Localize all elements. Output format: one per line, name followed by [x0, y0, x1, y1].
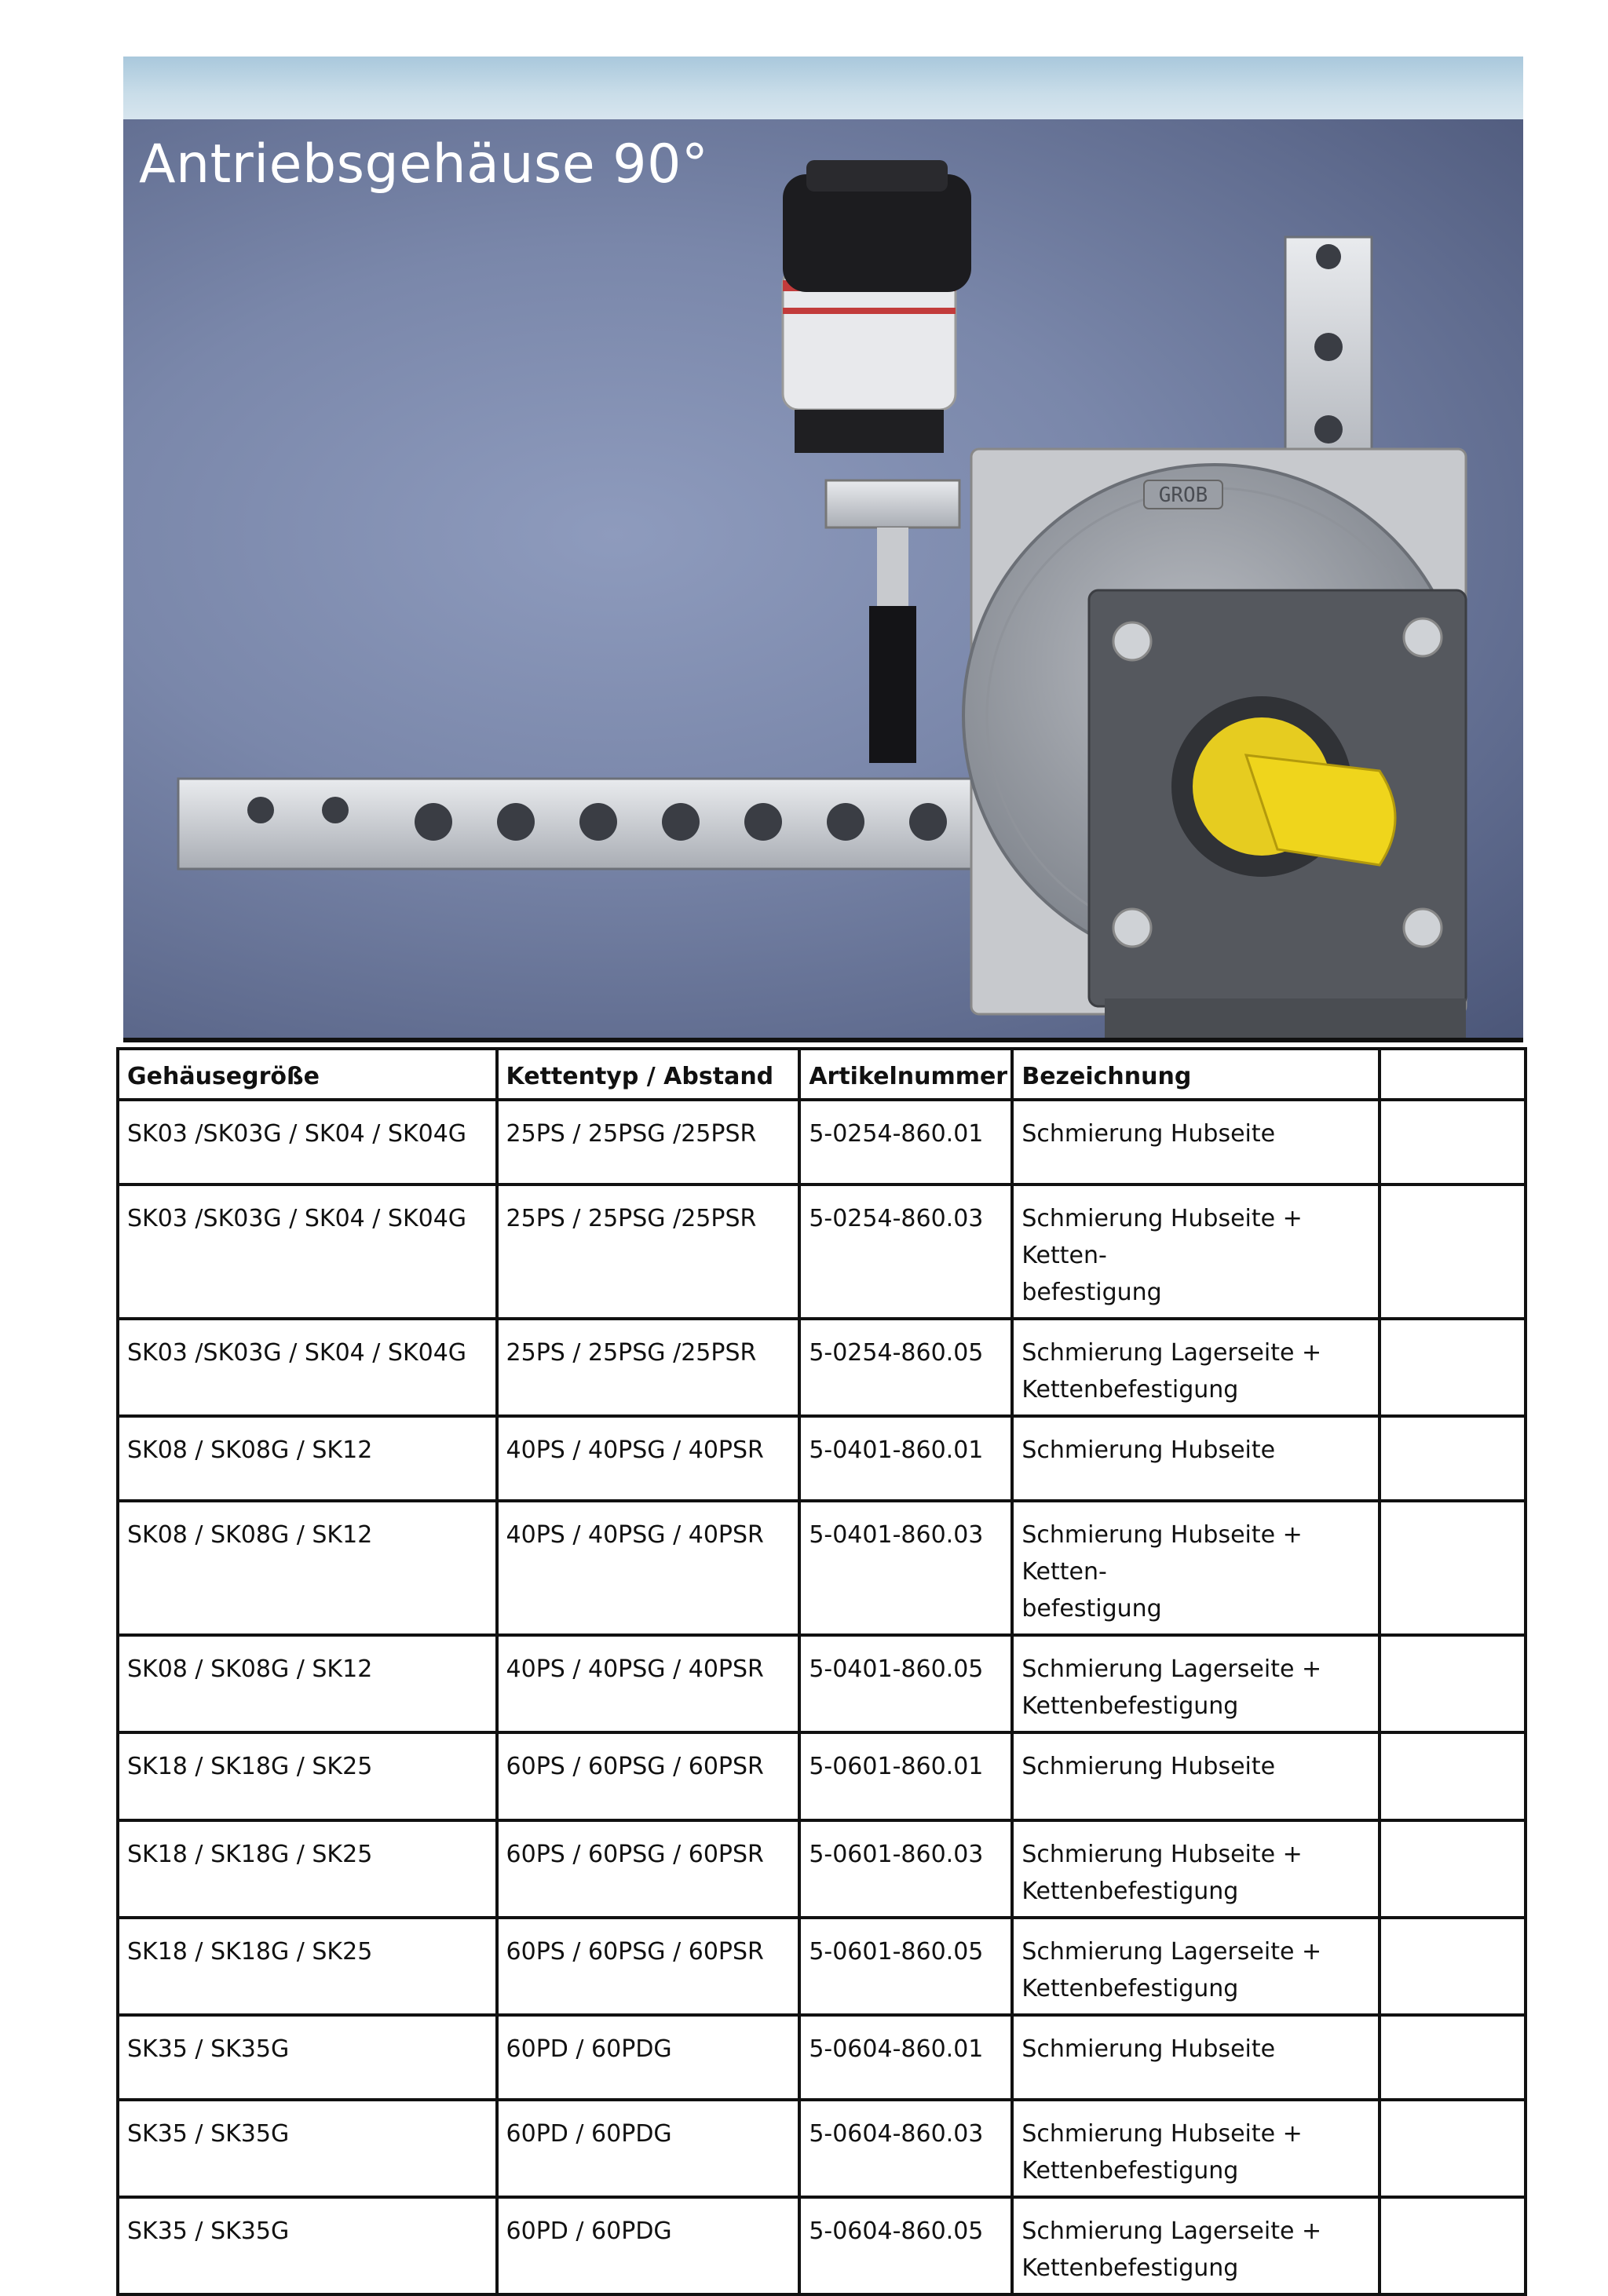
description-line: Schmierung Lagerseite +	[1021, 1339, 1322, 1367]
housing-size-cell: SK08 / SK08G / SK12	[118, 1635, 497, 1732]
housing-size-cell: SK08 / SK08G / SK12	[118, 1416, 497, 1501]
article-number-cell: 5-0254-860.03	[799, 1185, 1012, 1319]
table-row	[118, 1918, 1526, 2015]
description-cell	[1012, 1635, 1380, 1732]
description-cell	[1012, 1100, 1380, 1185]
description-cell	[1012, 1501, 1380, 1635]
empty-cell	[1380, 1100, 1526, 1185]
description-cell	[1012, 1185, 1380, 1319]
product-photo	[123, 119, 1523, 1042]
description-line: Schmierung Hubseite + Ketten-	[1021, 1521, 1303, 1586]
description-line: Schmierung Lagerseite +	[1021, 1938, 1322, 1966]
description-line: Schmierung Hubseite +	[1021, 1841, 1303, 1868]
chain-type-cell: 25PS / 25PSG /25PSR	[497, 1319, 800, 1416]
description-cell	[1012, 1319, 1380, 1416]
article-number-cell: 5-0254-860.05	[799, 1319, 1012, 1416]
chain-type-cell: 40PS / 40PSG / 40PSR	[497, 1416, 800, 1501]
table-row	[118, 1319, 1526, 1416]
article-number-cell: 5-0604-860.01	[799, 2015, 1012, 2100]
table-row	[118, 2015, 1526, 2100]
header-chain-type: Kettentyp / Abstand	[497, 1049, 800, 1100]
table-row	[118, 1501, 1526, 1635]
empty-cell	[1380, 1319, 1526, 1416]
empty-cell	[1380, 1918, 1526, 2015]
description-line: Schmierung Lagerseite +	[1021, 2218, 1322, 2245]
chain-type-cell: 60PD / 60PDG	[497, 2100, 800, 2197]
housing-size-cell: SK18 / SK18G / SK25	[118, 1918, 497, 2015]
article-number-cell: 5-0401-860.05	[799, 1635, 1012, 1732]
table-row	[118, 1820, 1526, 1918]
housing-size-cell: SK18 / SK18G / SK25	[118, 1820, 497, 1918]
housing-size-cell: SK18 / SK18G / SK25	[118, 1732, 497, 1820]
housing-size-cell: SK03 /SK03G / SK04 / SK04G	[118, 1319, 497, 1416]
table-row	[118, 1416, 1526, 1501]
description-line: Schmierung Hubseite	[1021, 1436, 1276, 1464]
description-line: Schmierung Hubseite	[1021, 2035, 1276, 2063]
empty-cell	[1380, 1185, 1526, 1319]
table-header-row	[118, 1049, 1526, 1100]
description-line: Kettenbefestigung	[1021, 1692, 1239, 1720]
housing-size-cell: SK03 /SK03G / SK04 / SK04G	[118, 1100, 497, 1185]
housing-size-cell: SK08 / SK08G / SK12	[118, 1501, 497, 1635]
empty-cell	[1380, 1501, 1526, 1635]
article-number-cell: 5-0401-860.03	[799, 1501, 1012, 1635]
table-body	[118, 1100, 1526, 2294]
header-empty	[1380, 1049, 1526, 1100]
header-article-number: Artikelnummer	[799, 1049, 1012, 1100]
description-line: Kettenbefestigung	[1021, 1376, 1239, 1404]
description-cell	[1012, 2197, 1380, 2294]
housing-size-cell: SK03 /SK03G / SK04 / SK04G	[118, 1185, 497, 1319]
lubricator-cartridge	[783, 160, 971, 453]
description-line: Kettenbefestigung	[1021, 2157, 1239, 2185]
table-row	[118, 2197, 1526, 2294]
brand-mark: GROB	[1158, 484, 1208, 507]
description-cell	[1012, 2100, 1380, 2197]
chain-type-cell: 40PS / 40PSG / 40PSR	[497, 1635, 800, 1732]
flange-plate	[1089, 590, 1466, 1042]
empty-cell	[1380, 1820, 1526, 1918]
article-number-cell: 5-0601-860.03	[799, 1820, 1012, 1918]
description-line: Kettenbefestigung	[1021, 1878, 1239, 1905]
chain-type-cell: 25PS / 25PSG /25PSR	[497, 1100, 800, 1185]
empty-cell	[1380, 2197, 1526, 2294]
article-number-cell: 5-0401-860.01	[799, 1416, 1012, 1501]
header-band	[123, 57, 1523, 119]
page-title: Antriebsgehäuse 90°	[139, 133, 709, 195]
description-line: befestigung	[1021, 1595, 1162, 1623]
description-line: Schmierung Hubseite +	[1021, 2120, 1303, 2148]
description-cell	[1012, 1416, 1380, 1501]
table-row	[118, 1100, 1526, 1185]
table-row	[118, 1185, 1526, 1319]
chain-type-cell: 40PS / 40PSG / 40PSR	[497, 1501, 800, 1635]
table-row	[118, 1732, 1526, 1820]
housing-size-cell: SK35 / SK35G	[118, 2197, 497, 2294]
description-line: Schmierung Hubseite + Ketten-	[1021, 1205, 1303, 1269]
description-line: Schmierung Hubseite	[1021, 1753, 1276, 1780]
description-line: befestigung	[1021, 1279, 1162, 1306]
housing-size-cell: SK35 / SK35G	[118, 2100, 497, 2197]
housing-size-cell: SK35 / SK35G	[118, 2015, 497, 2100]
description-line: Kettenbefestigung	[1021, 1975, 1239, 2002]
article-number-cell: 5-0254-860.01	[799, 1100, 1012, 1185]
table-row	[118, 1635, 1526, 1732]
chain-type-cell: 25PS / 25PSG /25PSR	[497, 1185, 800, 1319]
description-cell	[1012, 1918, 1380, 2015]
mounting-bracket	[826, 480, 959, 763]
chain-type-cell: 60PS / 60PSG / 60PSR	[497, 1918, 800, 2015]
chain-type-cell: 60PS / 60PSG / 60PSR	[497, 1732, 800, 1820]
description-cell	[1012, 2015, 1380, 2100]
article-number-cell: 5-0604-860.05	[799, 2197, 1012, 2294]
empty-cell	[1380, 2100, 1526, 2197]
chain-type-cell: 60PD / 60PDG	[497, 2015, 800, 2100]
table-row	[118, 2100, 1526, 2197]
empty-cell	[1380, 1635, 1526, 1732]
header-housing-size: Gehäusegröße	[118, 1049, 497, 1100]
empty-cell	[1380, 2015, 1526, 2100]
article-table	[116, 1047, 1527, 2296]
drive-housing-illustration	[123, 119, 1523, 1042]
article-number-cell: 5-0604-860.03	[799, 2100, 1012, 2197]
article-number-cell: 5-0601-860.01	[799, 1732, 1012, 1820]
chain-type-cell: 60PS / 60PSG / 60PSR	[497, 1820, 800, 1918]
product-photo-panel	[123, 57, 1523, 1042]
empty-cell	[1380, 1416, 1526, 1501]
description-cell	[1012, 1732, 1380, 1820]
description-line: Schmierung Hubseite	[1021, 1120, 1276, 1148]
description-cell	[1012, 1820, 1380, 1918]
description-line: Kettenbefestigung	[1021, 2254, 1239, 2282]
divider	[123, 1038, 1523, 1042]
empty-cell	[1380, 1732, 1526, 1820]
article-number-cell: 5-0601-860.05	[799, 1918, 1012, 2015]
description-line: Schmierung Lagerseite +	[1021, 1655, 1322, 1683]
chain-type-cell: 60PD / 60PDG	[497, 2197, 800, 2294]
header-description: Bezeichnung	[1012, 1049, 1380, 1100]
